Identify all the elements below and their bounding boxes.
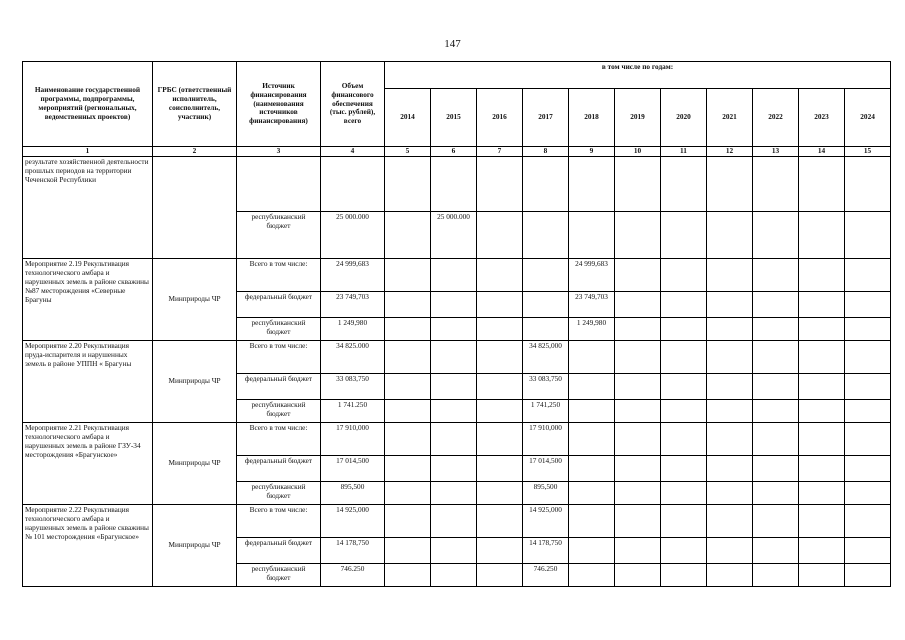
empty-cell — [845, 374, 891, 400]
empty-cell — [845, 341, 891, 374]
empty-cell — [385, 456, 431, 482]
empty-cell — [661, 538, 707, 564]
funding-source: Всего в том числе: — [237, 259, 321, 292]
empty-cell — [569, 456, 615, 482]
empty-cell — [707, 259, 753, 292]
empty-cell — [753, 341, 799, 374]
funding-source: Всего в том числе: — [237, 423, 321, 456]
empty-cell — [799, 318, 845, 341]
total-amount: 23 749,703 — [321, 292, 385, 318]
empty-cell — [845, 212, 891, 259]
column-number: 10 — [615, 147, 661, 157]
empty-cell — [707, 374, 753, 400]
column-number: 2 — [153, 147, 237, 157]
empty-cell — [477, 564, 523, 587]
empty-cell — [385, 212, 431, 259]
empty-cell — [385, 505, 431, 538]
header-year: 2020 — [661, 89, 707, 147]
empty-cell — [569, 564, 615, 587]
empty-cell — [845, 538, 891, 564]
header-year: 2024 — [845, 89, 891, 147]
total-amount: 24 999,683 — [321, 259, 385, 292]
empty-cell — [753, 374, 799, 400]
empty-cell — [615, 318, 661, 341]
year-amount: 895,500 — [523, 482, 569, 505]
empty-cell — [615, 538, 661, 564]
funding-source: республиканский бюджет — [237, 482, 321, 505]
year-amount: 24 999,683 — [569, 259, 615, 292]
empty-cell — [477, 400, 523, 423]
empty-cell — [799, 212, 845, 259]
table-row — [23, 259, 891, 292]
column-number: 15 — [845, 147, 891, 157]
total-amount: 895,500 — [321, 482, 385, 505]
table-row — [23, 505, 891, 538]
empty-cell — [477, 292, 523, 318]
empty-cell — [661, 374, 707, 400]
empty-cell — [569, 423, 615, 456]
column-number: 3 — [237, 147, 321, 157]
empty-cell — [707, 212, 753, 259]
empty-cell — [237, 157, 321, 212]
header-year: 2022 — [753, 89, 799, 147]
empty-cell — [845, 318, 891, 341]
column-number: 1 — [23, 147, 153, 157]
empty-cell — [431, 292, 477, 318]
empty-cell — [431, 341, 477, 374]
empty-cell — [431, 538, 477, 564]
header-year: 2018 — [569, 89, 615, 147]
empty-cell — [753, 318, 799, 341]
empty-cell — [615, 505, 661, 538]
year-amount: 34 825,000 — [523, 341, 569, 374]
column-number: 6 — [431, 147, 477, 157]
header-year: 2017 — [523, 89, 569, 147]
funding-source: Всего в том числе: — [237, 341, 321, 374]
empty-cell — [569, 482, 615, 505]
empty-cell — [799, 374, 845, 400]
empty-cell — [385, 423, 431, 456]
empty-cell — [661, 400, 707, 423]
measure-name: Мероприятие 2.21 Рекультивация технологического амбара и нарушенных земель в районе ГЗУ-34 месторождения «Брагунское» — [23, 423, 153, 505]
empty-cell — [431, 564, 477, 587]
empty-cell — [431, 318, 477, 341]
empty-cell — [753, 505, 799, 538]
empty-cell — [753, 423, 799, 456]
funding-source: республиканский бюджет — [237, 212, 321, 259]
empty-cell — [707, 157, 753, 212]
empty-cell — [707, 318, 753, 341]
empty-cell — [523, 212, 569, 259]
header-total: Объем финансового обеспечения (тыс. рублей), всего — [321, 62, 385, 147]
empty-cell — [615, 341, 661, 374]
total-amount: 17 910,000 — [321, 423, 385, 456]
empty-cell — [523, 318, 569, 341]
empty-cell — [385, 292, 431, 318]
year-amount: 14 178,750 — [523, 538, 569, 564]
total-amount: 1 741.250 — [321, 400, 385, 423]
total-amount: 34 825.000 — [321, 341, 385, 374]
page-number: 147 — [444, 38, 461, 50]
empty-cell — [615, 564, 661, 587]
empty-cell — [385, 482, 431, 505]
empty-cell — [753, 482, 799, 505]
empty-cell — [661, 292, 707, 318]
year-amount: 746.250 — [523, 564, 569, 587]
measure-name: Мероприятие 2.19 Рекультивация технологического амбара и нарушенных земель в районе скважины №87 месторождения «Северные Брагуны — [23, 259, 153, 341]
total-amount: 14 178,750 — [321, 538, 385, 564]
empty-cell — [615, 212, 661, 259]
empty-cell — [385, 318, 431, 341]
empty-cell — [753, 456, 799, 482]
header-year: 2014 — [385, 89, 431, 147]
empty-cell — [615, 482, 661, 505]
empty-cell — [477, 212, 523, 259]
column-number: 13 — [753, 147, 799, 157]
year-amount: 33 083,750 — [523, 374, 569, 400]
empty-cell — [799, 157, 845, 212]
empty-cell — [523, 292, 569, 318]
empty-cell — [753, 538, 799, 564]
grbs-cell: Минприроды ЧР — [153, 423, 237, 505]
empty-cell — [799, 538, 845, 564]
empty-cell — [799, 423, 845, 456]
empty-cell — [799, 400, 845, 423]
empty-cell — [431, 482, 477, 505]
empty-cell — [477, 456, 523, 482]
empty-cell — [431, 157, 477, 212]
empty-cell — [431, 259, 477, 292]
empty-cell — [523, 157, 569, 212]
grbs-cell: Минприроды ЧР — [153, 505, 237, 587]
empty-cell — [661, 259, 707, 292]
empty-cell — [569, 157, 615, 212]
empty-cell — [385, 538, 431, 564]
total-amount: 746.250 — [321, 564, 385, 587]
header-name: Наименование государственной программы, подпрограммы, мероприятий (региональных, ведомственных проектов) — [23, 62, 153, 147]
empty-cell — [385, 157, 431, 212]
total-amount: 14 925,000 — [321, 505, 385, 538]
table-row — [23, 341, 891, 374]
empty-cell — [753, 400, 799, 423]
funding-source: федеральный бюджет — [237, 374, 321, 400]
table-row — [23, 423, 891, 456]
empty-cell — [431, 374, 477, 400]
empty-cell — [707, 423, 753, 456]
empty-cell — [707, 538, 753, 564]
empty-cell — [661, 505, 707, 538]
empty-cell — [431, 456, 477, 482]
empty-cell — [477, 423, 523, 456]
header-grbs: ГРБС (ответственный исполнитель, соисполнитель, участник) — [153, 62, 237, 147]
empty-cell — [661, 456, 707, 482]
empty-cell — [845, 259, 891, 292]
empty-cell — [431, 423, 477, 456]
financing-table — [22, 61, 891, 587]
empty-cell — [661, 564, 707, 587]
empty-cell — [615, 400, 661, 423]
empty-cell — [707, 292, 753, 318]
empty-cell — [799, 505, 845, 538]
header-year: 2021 — [707, 89, 753, 147]
empty-cell — [477, 157, 523, 212]
table-row — [23, 157, 891, 212]
funding-source: федеральный бюджет — [237, 456, 321, 482]
empty-cell — [477, 341, 523, 374]
empty-cell — [569, 341, 615, 374]
empty-cell — [569, 400, 615, 423]
empty-cell — [321, 157, 385, 212]
empty-cell — [569, 374, 615, 400]
empty-cell — [477, 259, 523, 292]
empty-cell — [661, 482, 707, 505]
empty-cell — [431, 400, 477, 423]
total-amount: 1 249,980 — [321, 318, 385, 341]
empty-cell — [615, 292, 661, 318]
empty-cell — [845, 505, 891, 538]
empty-cell — [569, 538, 615, 564]
empty-cell — [707, 456, 753, 482]
grbs-cell: Минприроды ЧР — [153, 341, 237, 423]
empty-cell — [385, 374, 431, 400]
header-year: 2015 — [431, 89, 477, 147]
empty-cell — [385, 341, 431, 374]
column-number: 5 — [385, 147, 431, 157]
header-year: 2023 — [799, 89, 845, 147]
empty-cell — [799, 564, 845, 587]
empty-cell — [845, 456, 891, 482]
empty-cell — [753, 212, 799, 259]
empty-cell — [477, 374, 523, 400]
grbs-cell: Минприроды ЧР — [153, 259, 237, 341]
column-number: 12 — [707, 147, 753, 157]
empty-cell — [845, 423, 891, 456]
funding-source: федеральный бюджет — [237, 292, 321, 318]
empty-cell — [661, 423, 707, 456]
empty-cell — [569, 212, 615, 259]
empty-cell — [799, 259, 845, 292]
year-amount: 23 749,703 — [569, 292, 615, 318]
empty-cell — [753, 564, 799, 587]
empty-cell — [707, 482, 753, 505]
empty-cell — [385, 259, 431, 292]
empty-cell — [799, 482, 845, 505]
empty-cell — [845, 564, 891, 587]
empty-cell — [385, 400, 431, 423]
empty-cell — [569, 505, 615, 538]
empty-cell — [523, 259, 569, 292]
empty-cell — [753, 259, 799, 292]
empty-cell — [845, 157, 891, 212]
empty-cell — [615, 423, 661, 456]
column-number: 7 — [477, 147, 523, 157]
funding-source: республиканский бюджет — [237, 400, 321, 423]
empty-cell — [431, 505, 477, 538]
empty-cell — [661, 212, 707, 259]
funding-source: Всего в том числе: — [237, 505, 321, 538]
empty-cell — [845, 482, 891, 505]
measure-name: Мероприятие 2.20 Рекультивация пруда-испарителя и нарушенных земель в районе УППН « Брагуны — [23, 341, 153, 423]
empty-cell — [753, 292, 799, 318]
column-number: 11 — [661, 147, 707, 157]
empty-cell — [615, 374, 661, 400]
empty-cell — [661, 318, 707, 341]
year-amount: 25 000.000 — [431, 212, 477, 259]
empty-cell — [707, 341, 753, 374]
total-amount: 17 014,500 — [321, 456, 385, 482]
measure-name: результате хозяйственной деятельности прошлых периодов на территории Чеченской Республики — [23, 157, 153, 259]
empty-cell — [707, 400, 753, 423]
year-amount: 1 741,250 — [523, 400, 569, 423]
empty-cell — [615, 456, 661, 482]
empty-cell — [661, 341, 707, 374]
header-source: Источник финансирования (наименования источников финансирования) — [237, 62, 321, 147]
empty-cell — [845, 292, 891, 318]
empty-cell — [477, 318, 523, 341]
year-amount: 14 925,000 — [523, 505, 569, 538]
column-number: 8 — [523, 147, 569, 157]
empty-cell — [845, 400, 891, 423]
year-amount: 17 014,500 — [523, 456, 569, 482]
measure-name: Мероприятие 2.22 Рекультивация технологического амбара и нарушенных земель в районе скважины № 101 месторождения «Брагунское» — [23, 505, 153, 587]
funding-source: федеральный бюджет — [237, 538, 321, 564]
header-year: 2016 — [477, 89, 523, 147]
total-amount: 33 083,750 — [321, 374, 385, 400]
empty-cell — [661, 157, 707, 212]
header-years-caption: в том числе по годам: — [385, 62, 891, 89]
empty-cell — [615, 157, 661, 212]
grbs-cell — [153, 157, 237, 259]
year-amount: 1 249,980 — [569, 318, 615, 341]
empty-cell — [707, 505, 753, 538]
column-number: 14 — [799, 147, 845, 157]
empty-cell — [477, 538, 523, 564]
funding-source: республиканский бюджет — [237, 318, 321, 341]
total-amount: 25 000.000 — [321, 212, 385, 259]
empty-cell — [799, 341, 845, 374]
empty-cell — [477, 482, 523, 505]
empty-cell — [385, 564, 431, 587]
empty-cell — [615, 259, 661, 292]
year-amount: 17 910,000 — [523, 423, 569, 456]
empty-cell — [799, 456, 845, 482]
funding-source: республиканский бюджет — [237, 564, 321, 587]
header-year: 2019 — [615, 89, 661, 147]
empty-cell — [477, 505, 523, 538]
column-number: 9 — [569, 147, 615, 157]
empty-cell — [799, 292, 845, 318]
empty-cell — [707, 564, 753, 587]
empty-cell — [753, 157, 799, 212]
column-number: 4 — [321, 147, 385, 157]
